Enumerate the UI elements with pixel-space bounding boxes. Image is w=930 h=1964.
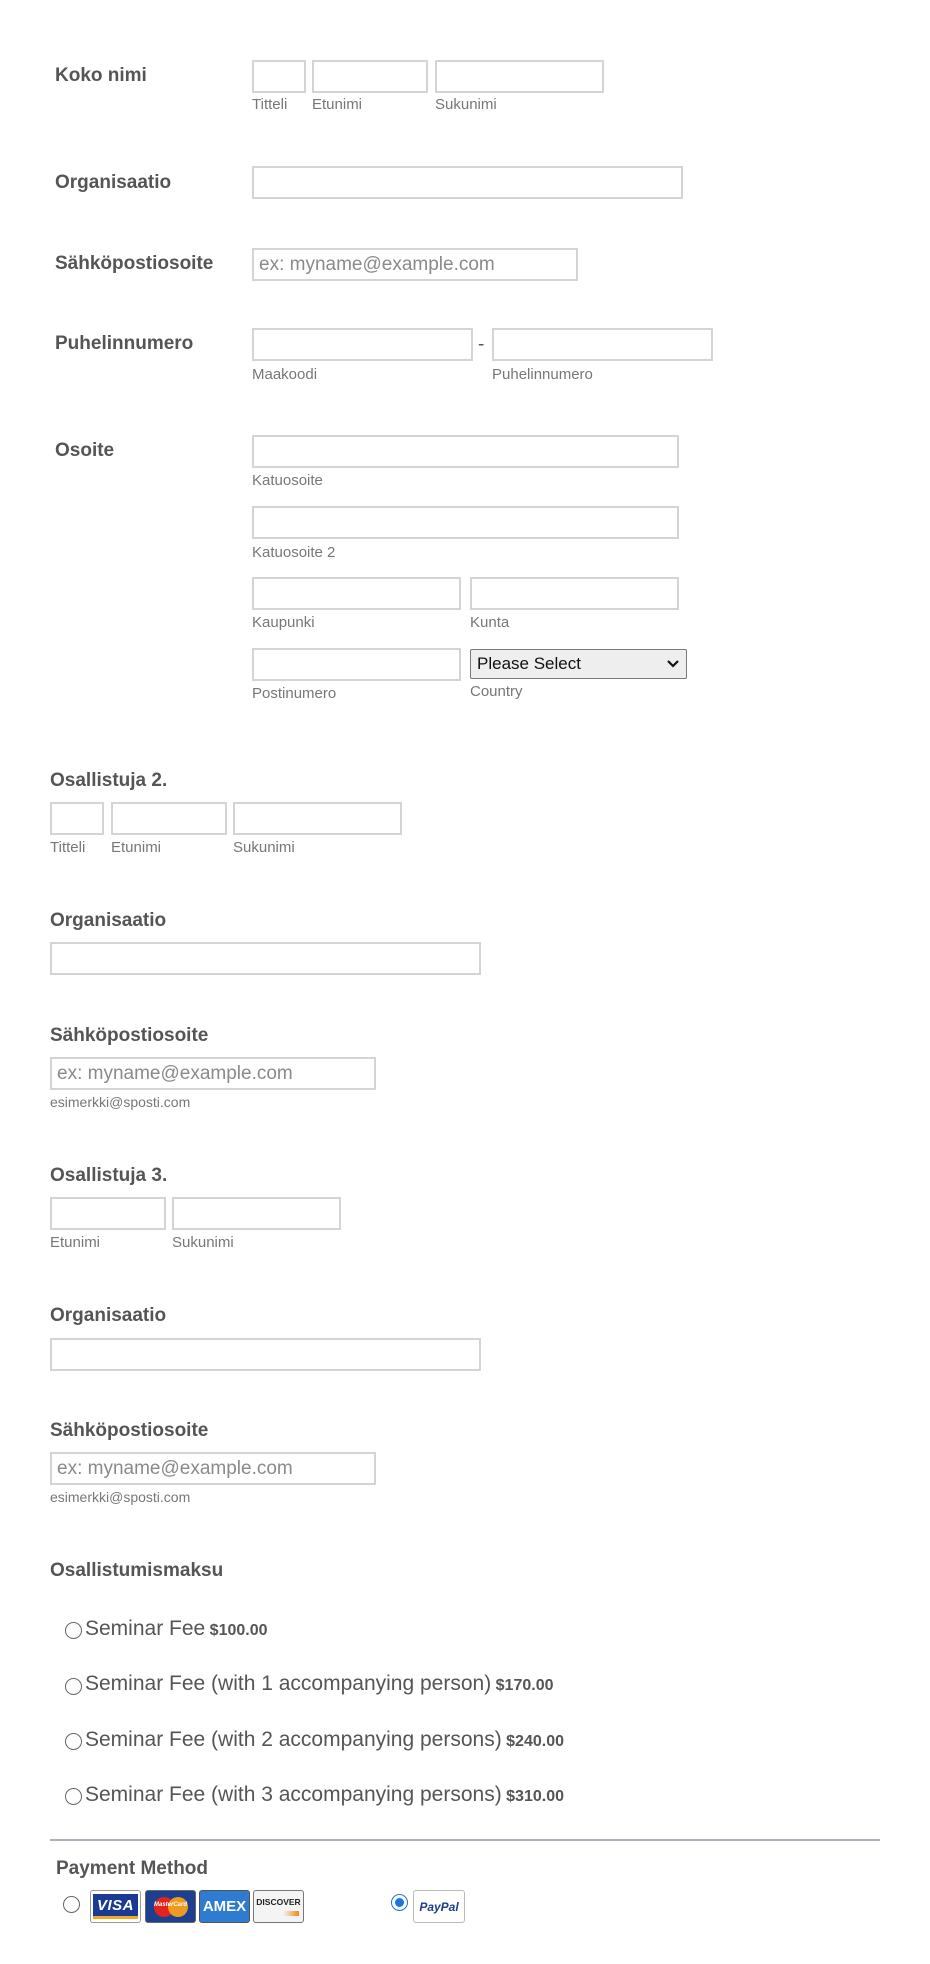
fee-option-4[interactable]: [85, 1783, 564, 1807]
participant2-organization-input[interactable]: [50, 942, 481, 975]
participant2-last-name-sublabel: Sukunimi: [233, 839, 295, 856]
full-name-label: Koko nimi: [55, 65, 147, 86]
participant3-email-hint: esimerkki@sposti.com: [50, 1489, 191, 1505]
participant3-first-name-input[interactable]: [50, 1197, 166, 1230]
street2-sublabel: Katuosoite 2: [252, 544, 336, 561]
phone-number-input[interactable]: [492, 328, 713, 361]
mastercard-logo: MasterCard: [145, 1890, 196, 1923]
postal-code-input[interactable]: [252, 648, 461, 681]
city-input[interactable]: [252, 577, 461, 610]
street-sublabel: Katuosoite: [252, 472, 323, 489]
title-input[interactable]: [252, 60, 306, 93]
fee-option-2-price: $170.00: [495, 1677, 554, 1694]
email-input[interactable]: [252, 248, 578, 281]
participant3-organization-label: Organisaatio: [50, 1305, 167, 1326]
fee-option-3-text: Seminar Fee (with 2 accompanying persons): [85, 1728, 502, 1751]
phone-label: Puhelinnumero: [55, 333, 194, 354]
payment-paypal-radio[interactable]: [391, 1894, 408, 1911]
country-select-value: Please Select: [477, 654, 581, 673]
fee-option-3-radio[interactable]: [65, 1733, 82, 1750]
country-sublabel: Country: [470, 683, 523, 700]
fee-option-1-text: Seminar Fee: [85, 1617, 206, 1640]
first-name-sublabel: Etunimi: [312, 96, 363, 113]
area-code-sublabel: Maakoodi: [252, 366, 318, 383]
payment-divider: [50, 1839, 880, 1841]
fee-option-1[interactable]: [85, 1617, 268, 1641]
discover-logo: DISCOVER: [253, 1890, 304, 1923]
fee-option-4-radio[interactable]: [65, 1788, 82, 1805]
fee-option-4-text: Seminar Fee (with 3 accompanying persons): [85, 1783, 502, 1806]
participant3-last-name-input[interactable]: [172, 1197, 341, 1230]
amex-logo: AMEX: [199, 1890, 250, 1923]
chevron-down-icon: [666, 659, 680, 669]
title-sublabel: Titteli: [252, 96, 288, 113]
participant3-organization-input[interactable]: [50, 1338, 481, 1371]
payment-method-label: Payment Method: [56, 1858, 209, 1879]
postal-code-sublabel: Postinumero: [252, 685, 337, 702]
fee-option-2-radio[interactable]: [65, 1678, 82, 1695]
participant2-email-label: Sähköpostiosoite: [50, 1025, 209, 1046]
participant3-email-input[interactable]: [50, 1452, 376, 1485]
organization-label: Organisaatio: [55, 172, 172, 193]
fee-option-3[interactable]: [85, 1728, 564, 1752]
phone-number-sublabel: Puhelinnumero: [492, 366, 593, 383]
first-name-input[interactable]: [312, 60, 428, 93]
participant2-label: Osallistuja 2.: [50, 770, 168, 791]
participant2-last-name-input[interactable]: [233, 802, 402, 835]
municipality-sublabel: Kunta: [470, 614, 510, 631]
last-name-sublabel: Sukunimi: [435, 96, 497, 113]
participant2-title-input[interactable]: [50, 802, 104, 835]
participant2-organization-label: Organisaatio: [50, 910, 167, 931]
payment-cards-radio[interactable]: [63, 1896, 80, 1913]
phone-separator: -: [478, 334, 485, 355]
street-input[interactable]: [252, 435, 679, 468]
fee-option-4-price: $310.00: [506, 1788, 564, 1805]
fees-label: Osallistumismaksu: [50, 1560, 224, 1581]
fee-option-1-price: $100.00: [209, 1622, 268, 1639]
email-label: Sähköpostiosoite: [55, 253, 214, 274]
participant3-label: Osallistuja 3.: [50, 1165, 168, 1186]
fee-option-3-price: $240.00: [506, 1733, 564, 1750]
fee-option-2-text: Seminar Fee (with 1 accompanying person): [85, 1672, 492, 1695]
municipality-input[interactable]: [470, 577, 679, 610]
fee-option-1-radio[interactable]: [65, 1622, 82, 1639]
participant3-last-name-sublabel: Sukunimi: [172, 1234, 234, 1251]
participant3-first-name-sublabel: Etunimi: [50, 1234, 101, 1251]
street2-input[interactable]: [252, 506, 679, 539]
participant2-first-name-sublabel: Etunimi: [111, 839, 162, 856]
fee-option-2[interactable]: [85, 1672, 554, 1696]
visa-logo: VISA: [90, 1890, 141, 1923]
participant2-email-input[interactable]: [50, 1057, 376, 1090]
participant2-title-sublabel: Titteli: [50, 839, 86, 856]
address-label: Osoite: [55, 440, 115, 461]
organization-input[interactable]: [252, 166, 683, 199]
area-code-input[interactable]: [252, 328, 473, 361]
participant2-email-hint: esimerkki@sposti.com: [50, 1094, 191, 1110]
country-select[interactable]: [470, 649, 687, 679]
last-name-input[interactable]: [435, 60, 604, 93]
city-sublabel: Kaupunki: [252, 614, 315, 631]
participant3-email-label: Sähköpostiosoite: [50, 1420, 209, 1441]
participant2-first-name-input[interactable]: [111, 802, 227, 835]
paypal-logo: PayPal: [413, 1890, 465, 1923]
